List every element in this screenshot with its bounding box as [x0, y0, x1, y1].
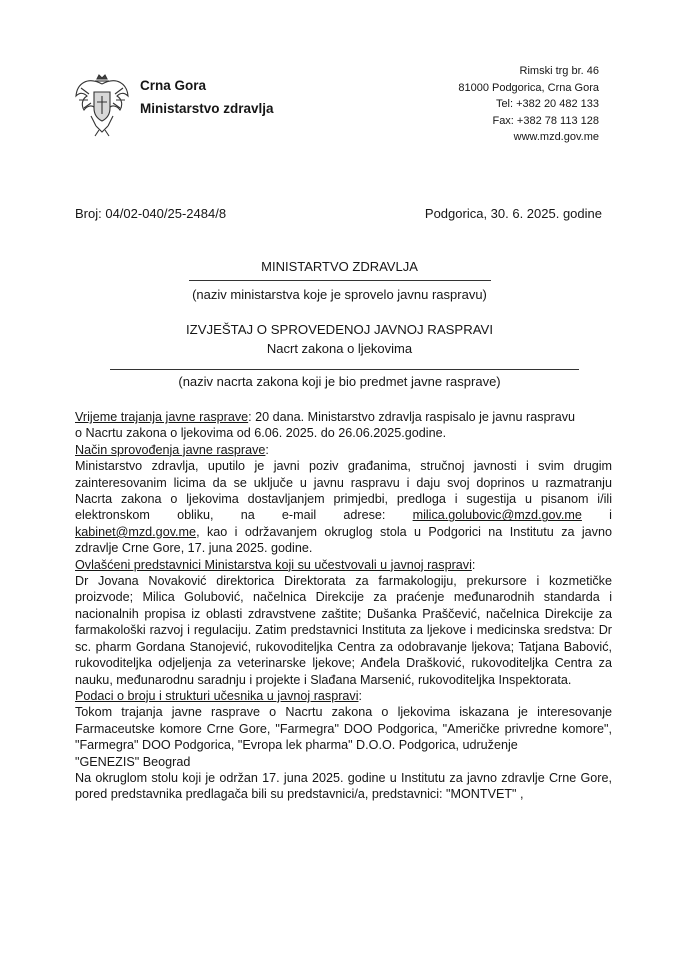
phone: Tel: +382 20 482 133: [495, 98, 599, 110]
law-rule: [110, 369, 579, 370]
report-title: IZVJEŠTAJ O SPROVEDENOJ JAVNOJ RASPRAVI: [185, 322, 494, 337]
email-link-1[interactable]: milica.golubovic@mzd.gov.me: [412, 508, 582, 523]
method-word: e-mail: [281, 508, 317, 523]
org-country: Crna Gora: [140, 78, 207, 93]
coat-of-arms-logo: [73, 72, 131, 138]
website: www.mzd.gov.me: [513, 131, 599, 143]
ministry-rule: [189, 280, 491, 281]
duration-paragraph: [75, 409, 612, 425]
method-line-6: zdravlje Crne Gore, 17. juna 2025. godine.: [75, 541, 313, 556]
address-street: Rimski trg br. 46: [519, 65, 599, 77]
method-word: adrese:: [343, 508, 386, 523]
duration-label: Vrijeme trajanja javne rasprave: [75, 410, 249, 424]
reps-heading: Ovlašćeni predstavnici Ministarstva koji su učestvovali u javnoj raspravi:: [75, 557, 476, 572]
ministry-caption: (naziv ministarstva koje je sprovelo javnu raspravu): [192, 287, 487, 302]
reps-label: Ovlašćeni predstavnici Ministarstva koji su učestvovali u javnoj raspravi: [75, 557, 472, 572]
method-word: i: [609, 508, 612, 523]
method-heading: Način sprovođenja javne rasprave:: [75, 442, 269, 457]
method-word: elektronskom: [75, 508, 150, 523]
org-ministry: Ministarstvo zdravlja: [140, 101, 274, 116]
method-word: obliku,: [177, 508, 214, 523]
method-word: na: [240, 508, 255, 523]
law-name: Nacrt zakona o ljekovima: [266, 341, 413, 356]
duration-text-2: o Nacrtu zakona o ljekovima od 6.06. 2025. do 26.06.2025.godine.: [75, 426, 447, 441]
reference-number: Broj: 04/02-040/25-2484/8: [75, 206, 227, 221]
email-link-2[interactable]: kabinet@mzd.gov.me: [75, 524, 197, 539]
law-caption: (naziv nacrta zakona koji je bio predmet javne rasprave): [178, 374, 501, 389]
participants-label: Podaci o broju i strukturi učesnika u javnoj raspravi: [75, 688, 359, 703]
report-body: [75, 409, 612, 803]
duration-text-1: : 20 dana. Ministarstvo zdravlja raspisalo je javnu raspravu: [248, 410, 576, 424]
contact-block: [458, 63, 599, 146]
reps-paragraph: Dr Jovana Novaković direktorica Direktorata za farmakologiju, prekursore i kozmetičke proizvode; Milica Golubović, načelnica Direkcije za praćenje međunarodnih standarda i nacionalnih propisa iz oblasti zdravstvene zaštite; Dušanka Praščević, načelnica Direkcije za farmakološki razvoj i regulaciju. Zatim predstavnici Instituta za ljekove i medicinska sredstva: Dr sc. pharm Gordana Stanojević, rukovoditeljka Centra za odobravanje ljekova; Tatjana Babović, rukovoditeljka odjeljenja za veterinarske ljekove; Anđela Drašković, rukovoditeljka Centra za nauku, međunarodnu saradnju i projekte i Slađana Marsenić, rukovoditeljka Inspektorata.: [75, 574, 612, 687]
address-city: 81000 Podgorica, Crna Gora: [458, 81, 599, 94]
roundtable-paragraph: Na okruglom stolu koji je održan 17. juna 2025. godine u Institutu za javno zdravlje Crne Gore, pored predstavnika predlagača bili su predstavnici/a, predstavnici: "MONTVET" ,: [75, 770, 612, 802]
participants-paragraph: Tokom trajanja javne rasprave o Nacrtu zakona o ljekovima iskazana je interesovanje Farmaceutske komore Crne Gore, "Farmegra" DOO Podgorica, "Američke privredne komore", "Farmegra" DOO Podgorica, "Evropa lek pharma" D.O.O. Podgorica, udruženje: [75, 705, 612, 753]
method-line-4: [75, 507, 612, 523]
method-line-5-rest: , kao i održavanjem okruglog stola u Podgorici na Institutu za javno: [196, 524, 612, 539]
ministry-name: MINISTARTVO ZDRAVLJA: [261, 259, 418, 274]
method-label: Način sprovođenja javne rasprave: [75, 442, 266, 457]
participants-heading: Podaci o broju i strukturi učesnika u javnoj raspravi:: [75, 688, 362, 703]
document-date: Podgorica, 30. 6. 2025. godine: [424, 206, 602, 221]
method-line-5: [75, 524, 612, 540]
method-line-3: Nacrta zakona o ljekovima dostavljanjem primjedbi, predloga i sugestija u pisanom i/ili: [75, 492, 612, 507]
method-line-1: Ministarstvo zdravlja, uputilo je javni poziv građanima, stručnoj javnosti i svim drugim: [75, 459, 612, 474]
participants-last: "GENEZIS" Beograd: [75, 754, 191, 769]
fax: Fax: +382 78 113 128: [492, 114, 599, 127]
method-line-2: zainteresovanim licima da se uključe u javnu raspravu i daju svoj doprinos u razmatranju: [75, 475, 612, 490]
